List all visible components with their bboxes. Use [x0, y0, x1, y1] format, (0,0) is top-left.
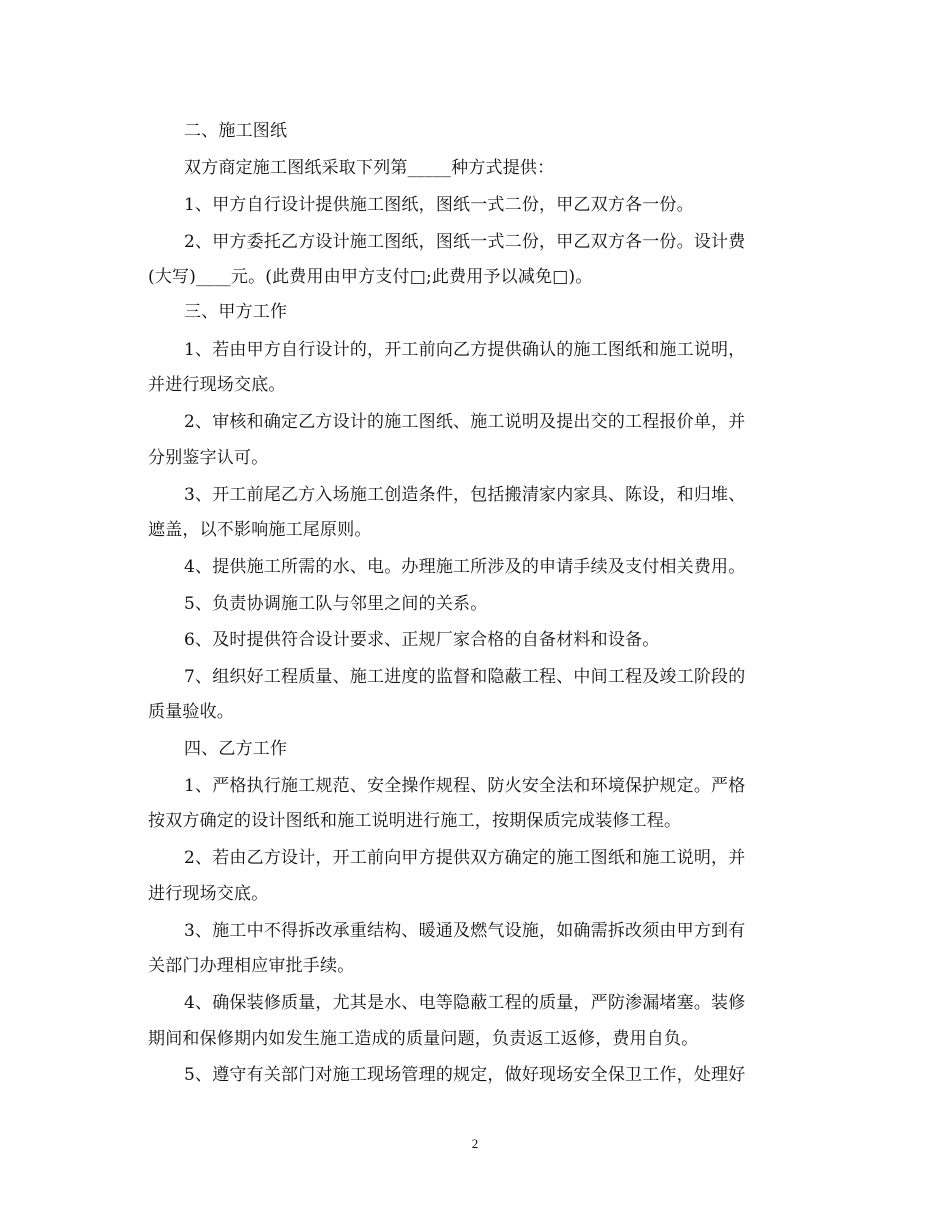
- paragraph-line: 2、审核和确定乙方设计的施工图纸、施工说明及提出交的工程报价单，并: [184, 412, 746, 432]
- paragraph-line: 分别鉴字认可。: [148, 448, 269, 468]
- paragraph-line: 4、确保装修质量，尤其是水、电等隐蔽工程的质量，严防渗漏堵塞。装修: [184, 993, 746, 1013]
- section-heading-party-a: 三、甲方工作: [184, 302, 288, 322]
- paragraph-line: 1、若由甲方自行设计的，开工前向乙方提供确认的施工图纸和施工说明，: [184, 340, 746, 360]
- paragraph-line: 4、提供施工所需的水、电。办理施工所涉及的申请手续及支付相关费用。: [184, 557, 746, 577]
- paragraph-line: (大写)____元。(此费用由甲方支付□;此费用予以减免□)。: [148, 267, 593, 287]
- paragraph-line: 5、遵守有关部门对施工现场管理的规定，做好现场安全保卫工作，处理好: [184, 1065, 746, 1085]
- paragraph-line: 关部门办理相应审批手续。: [148, 956, 355, 976]
- paragraph-line: 2、若由乙方设计，开工前向甲方提供双方确定的施工图纸和施工说明，并: [184, 848, 746, 868]
- paragraph-line: 7、组织好工程质量、施工进度的监督和隐蔽工程、中间工程及竣工阶段的: [184, 667, 746, 687]
- paragraph-line: 按双方确定的设计图纸和施工说明进行施工，按期保质完成装修工程。: [148, 811, 682, 831]
- paragraph-line: 1、甲方自行设计提供施工图纸，图纸一式二份，甲乙双方各一份。: [184, 195, 694, 215]
- paragraph-line: 6、及时提供符合设计要求、正规厂家合格的自备材料和设备。: [184, 630, 660, 650]
- paragraph-line: 遮盖，以不影响施工尾原则。: [148, 520, 372, 540]
- paragraph-line: 双方商定施工图纸采取下列第_____种方式提供：: [184, 158, 555, 178]
- paragraph-line: 1、严格执行施工规范、安全操作规程、防火安全法和环境保护规定。严格: [184, 776, 746, 796]
- paragraph-line: 质量验收。: [148, 702, 234, 722]
- paragraph-line: 3、施工中不得拆改承重结构、暖通及燃气设施，如确需拆改须由甲方到有: [184, 921, 746, 941]
- paragraph-line: 并进行现场交底。: [148, 375, 286, 395]
- paragraph-line: 期间和保修期内如发生施工造成的质量问题，负责返工返修，费用自负。: [148, 1029, 699, 1049]
- paragraph-line: 进行现场交底。: [148, 884, 269, 904]
- paragraph-line: 2、甲方委托乙方设计施工图纸，图纸一式二份，甲乙双方各一份。设计费: [184, 232, 746, 252]
- section-heading-party-b: 四、乙方工作: [184, 739, 288, 759]
- paragraph-line: 3、开工前尾乙方入场施工创造条件，包括搬清家内家具、陈设，和归堆、: [184, 485, 746, 505]
- section-heading-drawings: 二、施工图纸: [184, 121, 288, 141]
- paragraph-line: 5、负责协调施工队与邻里之间的关系。: [184, 594, 488, 614]
- page-number: 2: [471, 1136, 479, 1151]
